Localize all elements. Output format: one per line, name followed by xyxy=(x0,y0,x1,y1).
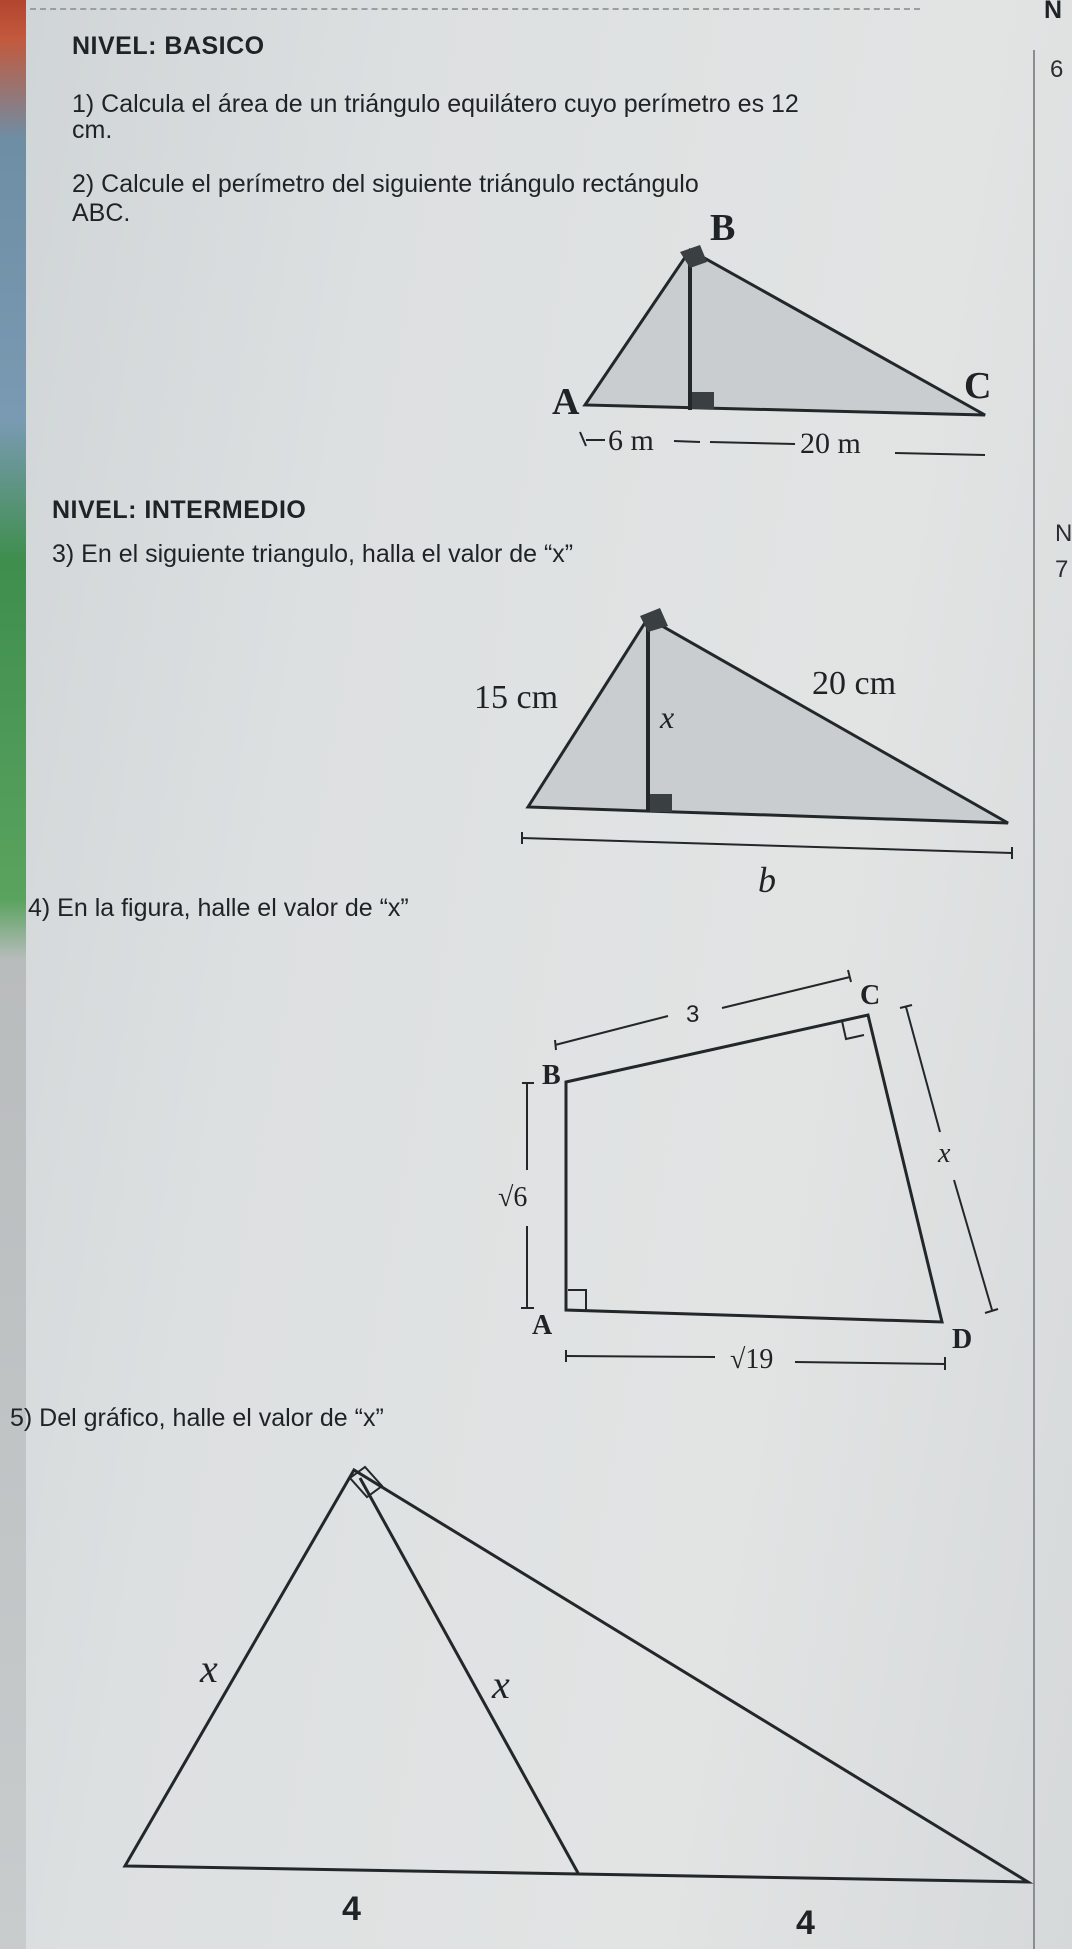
label-b: B xyxy=(710,207,736,249)
side-mark-6: 6 xyxy=(1050,56,1064,83)
label-d: D xyxy=(952,1324,973,1355)
label-x-middle: x xyxy=(492,1662,510,1707)
question-2-line-1: 2) Calcule el perímetro del siguiente triángulo rectángulo xyxy=(72,170,699,198)
label-3: 3 xyxy=(686,1001,700,1028)
label-b: B xyxy=(542,1060,561,1091)
question-1-line-2: cm. xyxy=(72,116,113,144)
segment-6m: 6 m xyxy=(608,424,654,457)
question-5: 5) Del gráfico, halle el valor de “x” xyxy=(10,1404,384,1432)
label-b-base: b xyxy=(758,860,776,900)
figure-4-quadrilateral xyxy=(498,970,998,1375)
label-x-left: x xyxy=(200,1646,218,1691)
label-sqrt6: √6 xyxy=(498,1182,528,1213)
corner-label: N xyxy=(1044,0,1063,24)
right-angle-mark-a xyxy=(568,1290,586,1310)
heading-intermediate: NIVEL: INTERMEDIO xyxy=(52,496,307,524)
label-x-side: x xyxy=(938,1138,951,1169)
right-angle-mark-c xyxy=(842,1021,864,1039)
figure-2-triangle-abc xyxy=(552,207,991,460)
label-a: A xyxy=(532,1310,553,1341)
label-20cm: 20 cm xyxy=(812,665,897,702)
question-1-line-1: 1) Calcula el área de un triángulo equilátero cuyo perímetro es 12 xyxy=(72,90,799,118)
side-mark-7: 7 xyxy=(1055,556,1069,583)
label-c: C xyxy=(964,365,992,407)
figure-5-triangle xyxy=(125,1467,1028,1942)
figure-3-triangle xyxy=(474,608,1012,900)
label-4-right: 4 xyxy=(796,1904,815,1942)
label-15cm: 15 cm xyxy=(474,679,559,716)
label-4-left: 4 xyxy=(342,1890,361,1928)
question-3: 3) En el siguiente triangulo, halla el valor de “x” xyxy=(52,540,574,568)
side-mark-n: N xyxy=(1055,520,1072,547)
right-angle-mark xyxy=(692,392,714,409)
heading-basic: NIVEL: BASICO xyxy=(72,32,265,60)
label-sqrt19: √19 xyxy=(730,1344,774,1375)
segment-20m: 20 m xyxy=(800,427,861,460)
label-c: C xyxy=(860,980,881,1011)
question-2-line-2: ABC. xyxy=(72,199,131,227)
label-a: A xyxy=(552,381,580,423)
question-4: 4) En la figura, halle el valor de “x” xyxy=(28,894,409,922)
right-angle-mark xyxy=(650,794,672,812)
label-x-height: x xyxy=(660,699,675,735)
